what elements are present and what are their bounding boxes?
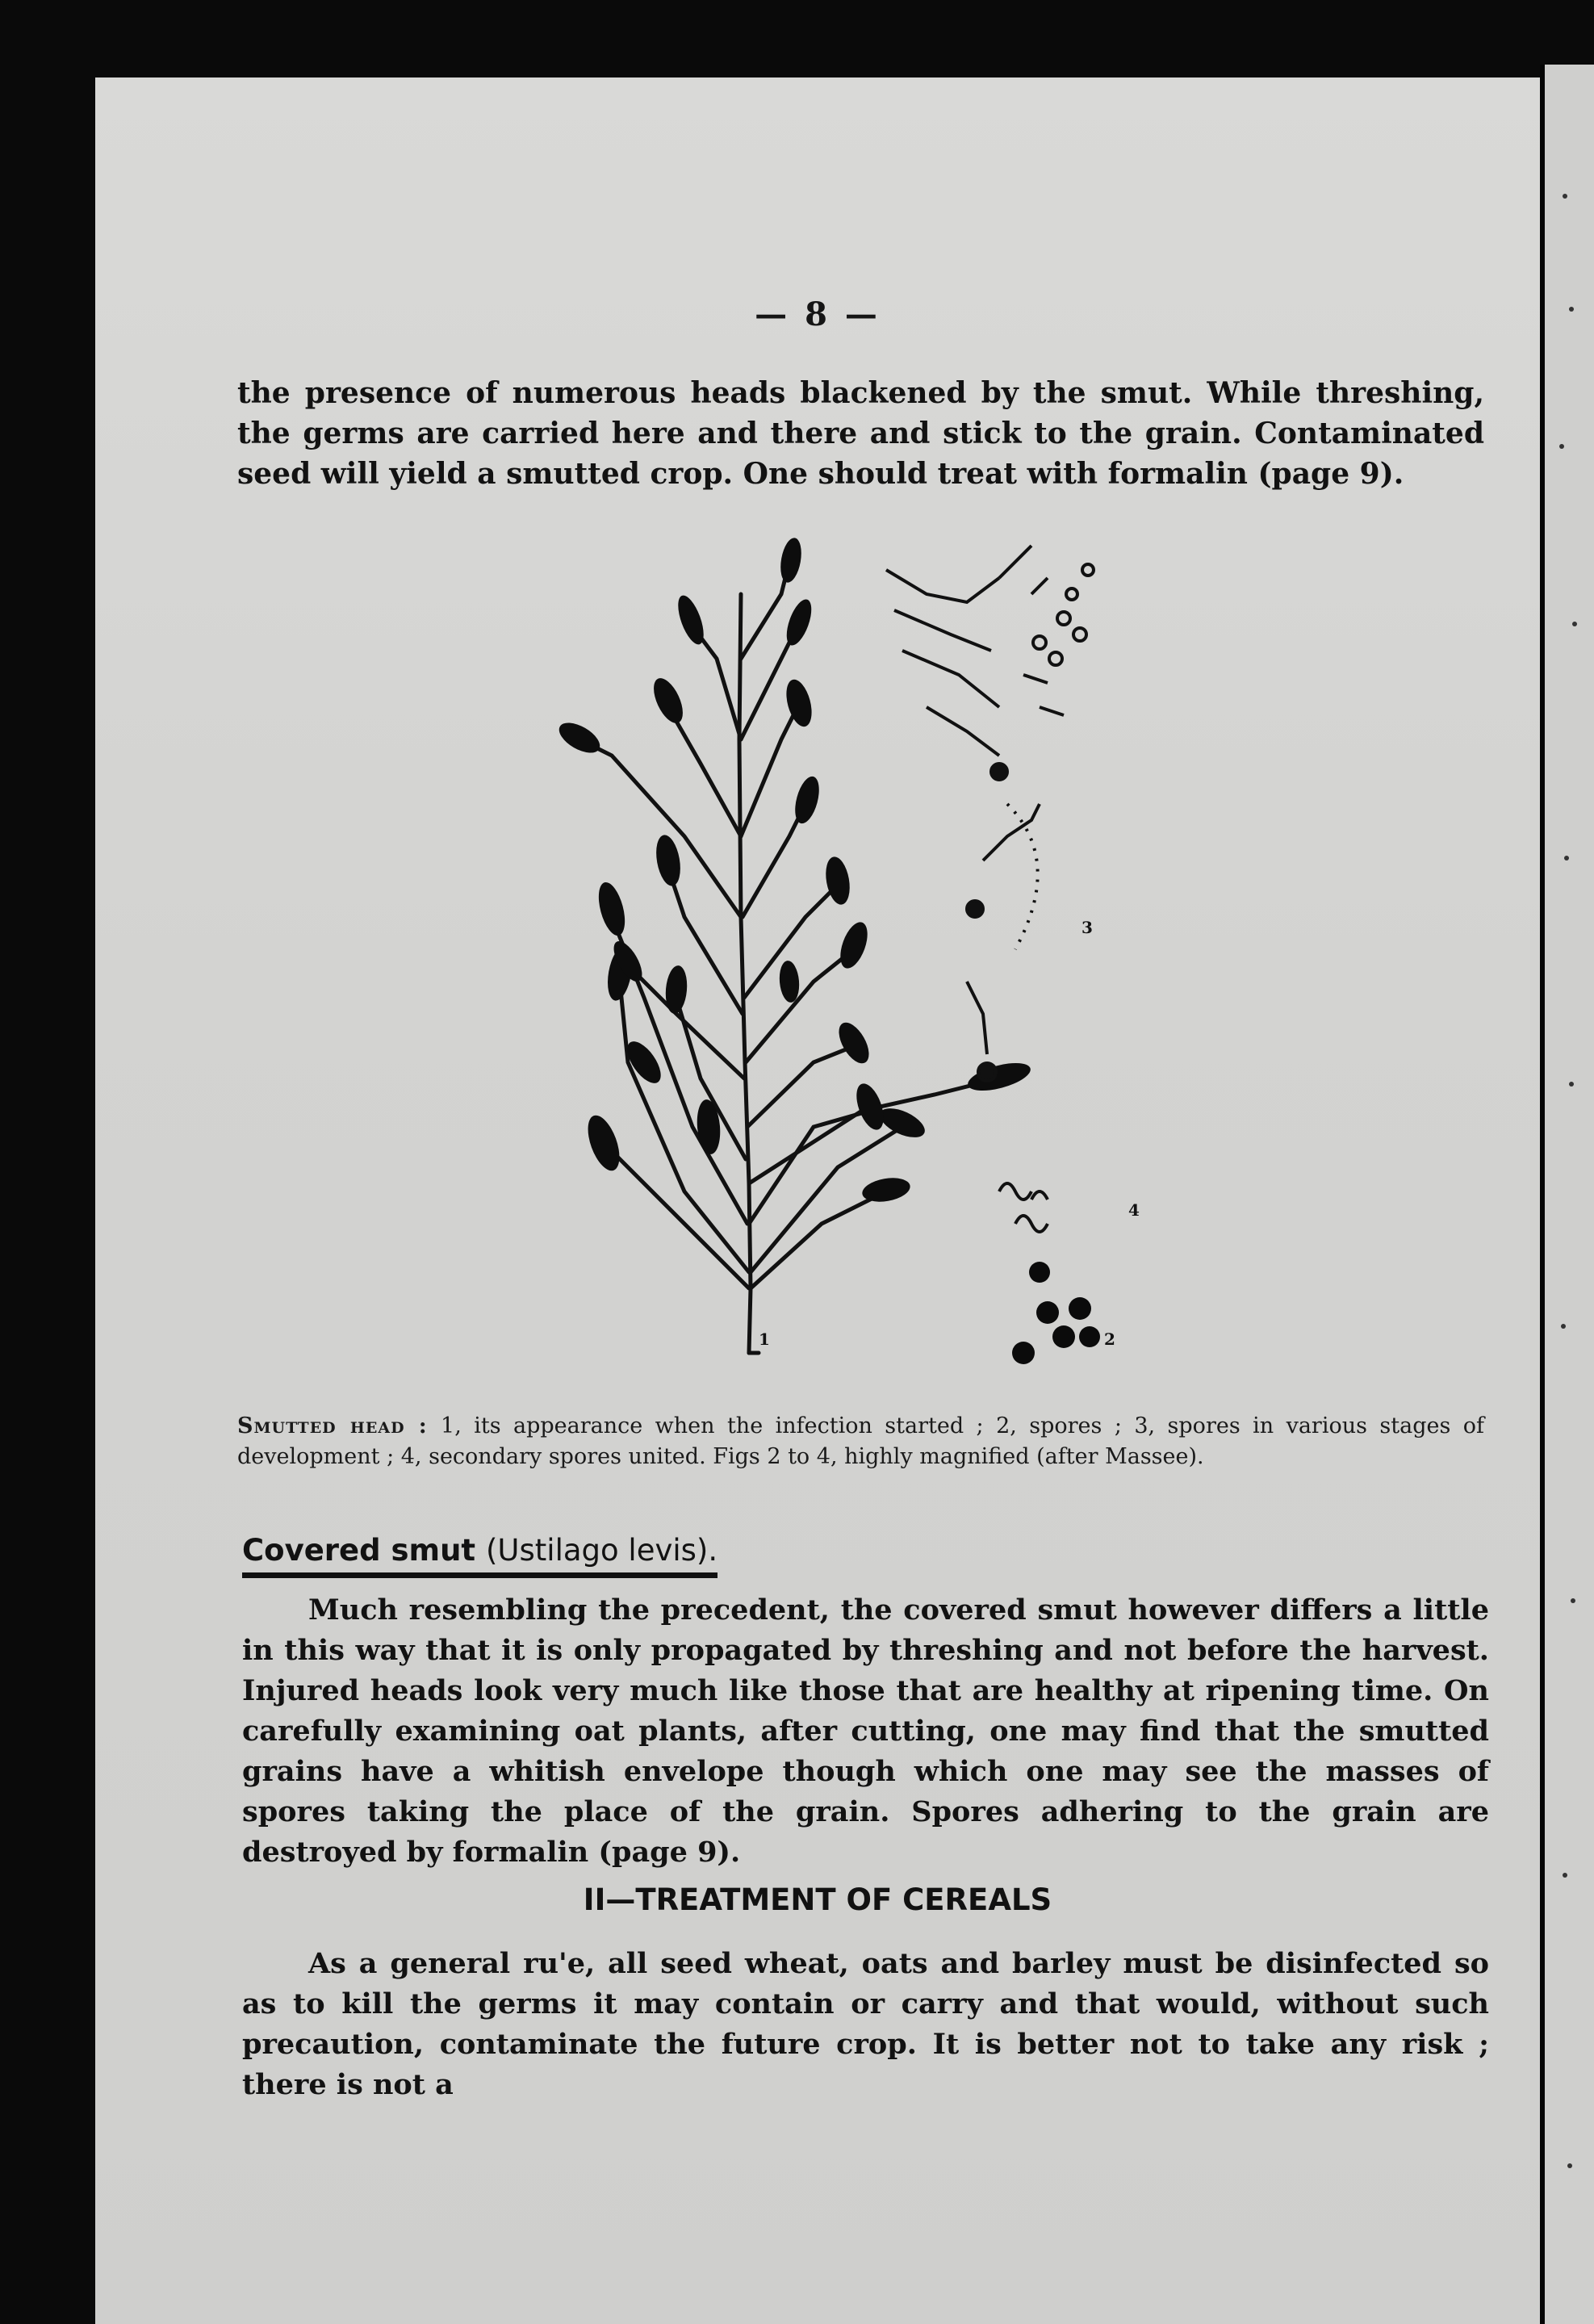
- covered-smut-scientific-name: (Ustilago levis).: [486, 1533, 718, 1568]
- paragraph-covered-smut: Much resembling the precedent, the covered smut however differs a little in this way that it is only propagated by threshing and not before the harvest. Injured heads look very much like those that are healthy at ripening time. On carefully examining oat plants, after cutting, one may find that the smutted grains have a whitish envelope though which one may see the masses of spores taking the place of the grain. Spores adhering to the grain are destroyed by formalin (page 9).: [242, 1593, 1489, 1869]
- covered-smut-heading: [242, 1530, 718, 1578]
- figure-caption: [237, 1411, 1484, 1472]
- figure-label-4: 4: [1128, 1200, 1140, 1220]
- paragraph-intro: the presence of numerous heads blackened by the smut. While threshing, the germs are carried here and there and stick to the grain. Contaminated seed will yield a smutted crop. One should treat with formalin (page 9).: [237, 376, 1484, 491]
- adjacent-page-edge: [1540, 65, 1594, 2324]
- section-title-treatment: II—TREATMENT OF CEREALS: [583, 1882, 1052, 1917]
- smutted-head-illustration: [547, 497, 1193, 1401]
- page-number: — 8 —: [755, 295, 881, 333]
- document-page: [95, 77, 1540, 2324]
- figure-label-3: 3: [1081, 918, 1093, 937]
- caption-lead: Smutted head :: [237, 1413, 428, 1438]
- paragraph-treatment: As a general ru'e, all seed wheat, oats and barley must be disinfected so as to kill the germs it may contain or carry and that would, without such precaution, contaminate the future crop. It is better not to take any risk ; there is not a: [242, 1947, 1489, 2101]
- figure-label-2: 2: [1104, 1329, 1115, 1349]
- figure-label-1: 1: [759, 1329, 770, 1349]
- caption-text: 1, its appearance when the infection started ; 2, spores ; 3, spores in various stages of development ; 4, secondary spores united. Figs 2 to 4, highly magnified (after Massee).: [237, 1413, 1484, 1469]
- covered-smut-title: Covered smut: [242, 1533, 476, 1568]
